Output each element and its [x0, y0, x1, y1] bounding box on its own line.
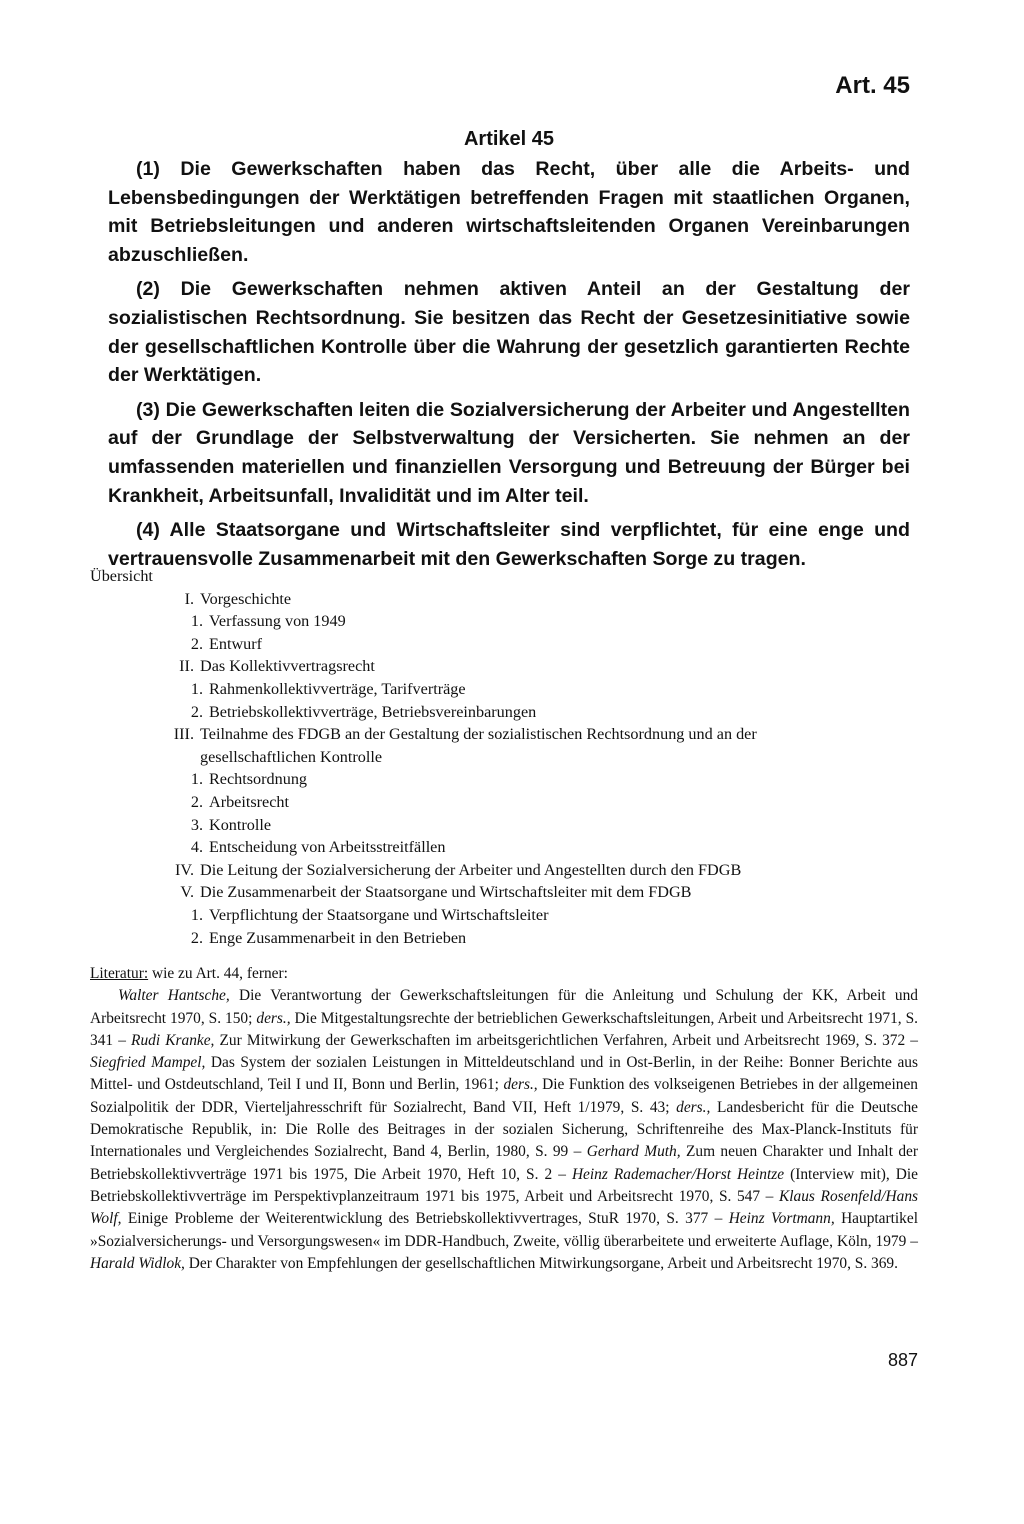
- running-head: Art. 45: [835, 72, 910, 99]
- overview-item-number: 2.: [190, 792, 203, 811]
- overview-item-text: Enge Zusammenarbeit in den Betrieben: [209, 928, 467, 947]
- overview-item-text: Kontrolle: [209, 815, 272, 834]
- overview-item: [90, 768, 850, 791]
- literature-text: Hauptartikel »Sozialversicherungs- und Versorgungswesen« im DDR-Handbuch, Zweite, völlig überarbeitete und erweiterte Auflage, Köln, 1979 –: [90, 1210, 918, 1250]
- literature-text: Das System der sozialen Leistungen in Mitteldeutschland und in Ost-Berlin, in der Reihe: Bonner Berichte aus Mittel- und Ostdeutschland, Teil I und II, Bonn und Berlin, 1961;: [90, 1054, 918, 1094]
- literature-author: ders.,: [503, 1076, 538, 1094]
- overview-item-text: Die Leitung der Sozialversicherung der Arbeiter und Angestellten durch den FDGB: [200, 860, 742, 879]
- literature-author: Harald Widlok,: [90, 1254, 185, 1272]
- literature: [90, 963, 918, 1275]
- overview-item: [90, 723, 850, 746]
- literature-author: Heinz Rademacher/Horst Heintze: [571, 1165, 785, 1183]
- literature-text: Einige Probleme der Weiterentwicklung des Betriebskollektivvertrages, StuR 1970, S. 377 –: [121, 1210, 729, 1228]
- overview-item-text: Rahmenkollektivverträge, Tarifverträge: [209, 679, 466, 698]
- overview-item: [90, 678, 850, 701]
- overview-item: [90, 588, 850, 611]
- overview-item-number: 1.: [190, 612, 203, 631]
- overview-item: [90, 610, 850, 633]
- overview-item: [90, 633, 850, 656]
- overview-item: [90, 701, 850, 724]
- page-number: 887: [887, 1350, 918, 1370]
- overview-item-text: gesellschaftlichen Kontrolle: [200, 747, 383, 766]
- overview-item-number: 1.: [190, 679, 203, 698]
- overview-item: [90, 791, 850, 814]
- overview-item-text: Betriebskollektivverträge, Betriebsvereinbarungen: [209, 702, 537, 721]
- article-paragraph-4: (4) Alle Staatsorgane und Wirtschaftsleiter sind verpflichtet, für eine enge und vertrauensvolle Zusammenarbeit mit den Gewerkschaften Sorge zu tragen.: [108, 519, 910, 570]
- literature-author: Siegfried Mampel,: [90, 1054, 206, 1072]
- literature-author: Gerhard Muth,: [586, 1143, 681, 1161]
- overview-item-text: Teilnahme des FDGB an der Gestaltung der sozialistischen Rechtsordnung und an der: [200, 725, 757, 744]
- overview-title: Übersicht: [90, 567, 153, 585]
- overview-item-text: Arbeitsrecht: [209, 792, 290, 811]
- overview-item: [90, 881, 850, 904]
- overview-item-text: Vorgeschichte: [200, 589, 292, 608]
- literature-text: Die Funktion des volkseigenen Betriebes in der allgemeinen Sozialpolitik der DDR, Vierteljahresschrift für Sozialrecht, Band VII, Heft 1/1979, S. 43;: [90, 1076, 918, 1116]
- literature-label: Literatur:: [90, 965, 149, 982]
- overview-item-text: Das Kollektivvertragsrecht: [200, 657, 375, 676]
- overview-item: [90, 927, 850, 950]
- overview-item-text: Rechtsordnung: [209, 770, 308, 789]
- overview-item-number: 1.: [190, 770, 203, 789]
- literature-author: Rudi Kranke,: [131, 1031, 215, 1049]
- literature-heading: [90, 963, 918, 985]
- overview-item-text: Verfassung von 1949: [209, 612, 346, 631]
- literature-text: Der Charakter von Empfehlungen der gesellschaftlichen Mitwirkungsorgane, Arbeit und Arbeitsrecht 1970, S. 369.: [184, 1254, 898, 1272]
- overview-item-number: IV.: [174, 860, 194, 879]
- overview-item-text: Die Zusammenarbeit der Staatsorgane und Wirtschaftsleiter mit dem FDGB: [200, 883, 692, 902]
- overview-item-number: 4.: [190, 838, 203, 857]
- literature-author: Klaus Rosenfeld/Hans Wolf,: [90, 1187, 919, 1228]
- overview-item: [90, 746, 850, 769]
- overview-item-number: 1.: [190, 905, 203, 924]
- overview-item-text: Entwurf: [209, 634, 263, 653]
- overview-item-text: Verpflichtung der Staatsorgane und Wirtschaftsleiter: [209, 905, 549, 924]
- article-text: [108, 125, 910, 579]
- literature-text: Die Verantwortung der Gewerkschaftsleitungen für die Anleitung und Schulung der KK, Arbeit und Arbeitsrecht 1970, S. 150;: [90, 987, 918, 1027]
- overview-item: [90, 655, 850, 678]
- overview-item-number: II.: [179, 657, 194, 676]
- overview-item-number: 2.: [190, 634, 203, 653]
- literature-text: Landesbericht für die Deutsche Demokratische Republik, in: Die Rolle des Beitrages in der sozialen Sicherung, Schriftenreihe des Max-Planck-Instituts für Internationales und Vergleichendes Sozialrecht, Band 4, Berlin, 1980, S. 99 –: [90, 1098, 919, 1161]
- overview-item-number: I.: [184, 589, 194, 608]
- literature-author: ders.,: [256, 1009, 291, 1027]
- overview: [90, 565, 850, 949]
- overview-item-number: 2.: [190, 702, 203, 721]
- literature-text: Die Mitgestaltungsrechte der betrieblichen Gewerkschaftsleitungen, Arbeit und Arbeitsrecht 1971, S. 341 –: [90, 1009, 918, 1049]
- literature-author: Walter Hantsche,: [118, 987, 230, 1005]
- overview-item: [90, 836, 850, 859]
- article-title: Artikel 45: [463, 128, 555, 150]
- literature-text: Zum neuen Charakter und Inhalt der Betriebskollektivverträge 1971 bis 1975, Die Arbeit 1970, Heft 10, S. 2 –: [90, 1143, 919, 1183]
- literature-author: Heinz Vortmann,: [728, 1210, 835, 1228]
- literature-text: Zur Mitwirkung der Gewerkschaften im arbeitsgerichtlichen Verfahren, Arbeit und Arbeitsrecht 1969, S. 372 –: [214, 1031, 918, 1049]
- overview-item: [90, 814, 850, 837]
- overview-item-number: 2.: [190, 928, 203, 947]
- article-paragraph-3: (3) Die Gewerkschaften leiten die Sozialversicherung der Arbeiter und Angestellten auf der Grundlage der Selbstverwaltung der Versicherten. Sie nehmen an der umfassenden materiellen und finanziellen Versorgung und Betreuung der Bürger bei Krankheit, Arbeitsunfall, Invalidität und im Alter teil.: [108, 398, 910, 507]
- overview-list: [90, 588, 850, 950]
- literature-text: (Interview mit), Die Betriebskollektivverträge im Perspektivplanzeitraum 1971 bis 1975, Arbeit und Arbeitsrecht 1970, S. 547 –: [90, 1165, 918, 1205]
- literature-author: ders.,: [676, 1098, 711, 1116]
- literature-intro: wie zu Art. 44, ferner:: [148, 965, 288, 982]
- article-paragraph-2: (2) Die Gewerkschaften nehmen aktiven Anteil an der Gestaltung der sozialistischen Rechtsordnung. Sie besitzen das Recht der Gesetzesinitiative sowie der gesellschaftlichen Kontrolle über die Wahrung der gesetzlich garantierten Rechte der Werktätigen.: [108, 278, 910, 387]
- overview-item: [90, 859, 850, 882]
- overview-item-text: Entscheidung von Arbeitsstreitfällen: [209, 838, 446, 857]
- overview-item-number: III.: [173, 725, 194, 744]
- article-paragraph-1: (1) Die Gewerkschaften haben das Recht, über alle die Arbeits- und Lebensbedingungen der Werktätigen betreffenden Fragen mit staatlichen Organen, mit Betriebsleitungen und anderen wirtschaftsleitenden Organen Vereinbarungen abzuschließen.: [108, 158, 910, 266]
- literature-body: [90, 985, 918, 1275]
- overview-item-number: V.: [180, 883, 194, 902]
- overview-item-number: 3.: [190, 815, 203, 834]
- overview-item: [90, 904, 850, 927]
